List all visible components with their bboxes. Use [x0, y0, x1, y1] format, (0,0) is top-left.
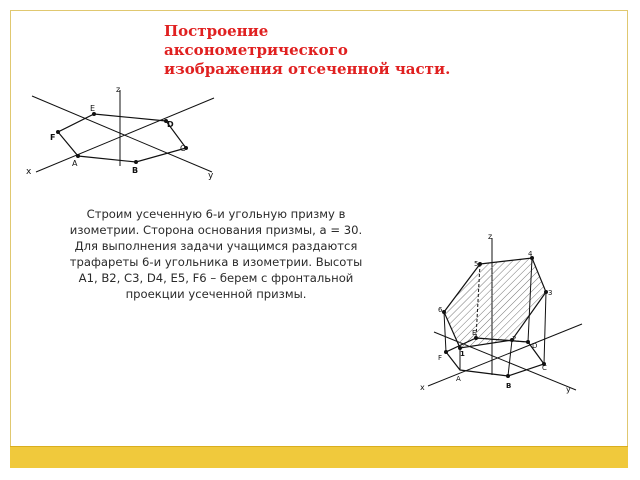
vertex-label-F: F: [438, 354, 443, 362]
point-label-2: 2: [512, 335, 517, 343]
bottom-accent-bar: [10, 446, 628, 468]
section-plane: [444, 258, 546, 348]
vertex-label-A: A: [456, 375, 461, 383]
point-dot: [444, 350, 448, 354]
description-line: А1, В2, С3, D4, Е5, F6 – берем с фронтальной: [78, 271, 354, 285]
prism-edge: [508, 340, 512, 376]
point-label-5: 5: [474, 260, 479, 268]
vertex-label-F: F: [50, 133, 56, 142]
axis-label-x: x: [26, 167, 32, 177]
vertex-label-B: B: [506, 382, 512, 390]
prism-edge: [544, 292, 546, 364]
description-line: Для выполнения задачи учащимся раздаются: [74, 239, 358, 253]
point-label-4: 4: [528, 250, 533, 258]
description-line: изометрии. Сторона основания призмы, a = 30.: [69, 223, 363, 237]
axis-label-x: x: [420, 383, 425, 392]
point-label-6: 6: [438, 306, 443, 314]
vertex-label-B: B: [132, 166, 139, 175]
isometric-hexagon-figure: [26, 82, 216, 182]
point-dot: [442, 310, 446, 314]
axis-label-z: z: [488, 232, 493, 241]
vertex-label-C: C: [542, 364, 547, 372]
vertex-dot: [56, 130, 60, 134]
vertex-label-A: A: [72, 159, 78, 168]
slide-title: [164, 22, 494, 79]
point-dot: [478, 262, 482, 266]
title-line: аксонометрического: [164, 41, 348, 59]
point-dot: [506, 374, 510, 378]
prism-edge: [444, 312, 446, 352]
vertex-label-E: E: [472, 329, 477, 337]
point-label-3: 3: [548, 289, 553, 297]
point-dot: [526, 340, 530, 344]
axis-label-z: z: [116, 85, 121, 94]
vertex-label-D: D: [167, 120, 174, 129]
description-line: трафареты 6-и угольника в изометрии. Высоты: [69, 255, 363, 269]
title-line: Построение: [164, 22, 269, 40]
truncated-prism-figure: [416, 230, 586, 400]
vertex-label-E: E: [90, 104, 96, 113]
vertex-dot: [76, 154, 80, 158]
point-label-1: 1: [460, 350, 465, 358]
axis-label-y: y: [208, 171, 214, 181]
description-line: проекции усеченной призмы.: [125, 287, 307, 301]
vertex-dot: [134, 160, 138, 164]
title-line: изображения отсеченной части.: [164, 60, 451, 78]
axis-label-y: y: [566, 385, 571, 394]
vertex-label-D: D: [532, 342, 538, 350]
description-line: Строим усеченную 6-и угольную призму в: [86, 207, 346, 221]
vertex-label-C: C: [180, 144, 186, 153]
description-text: [52, 206, 380, 302]
